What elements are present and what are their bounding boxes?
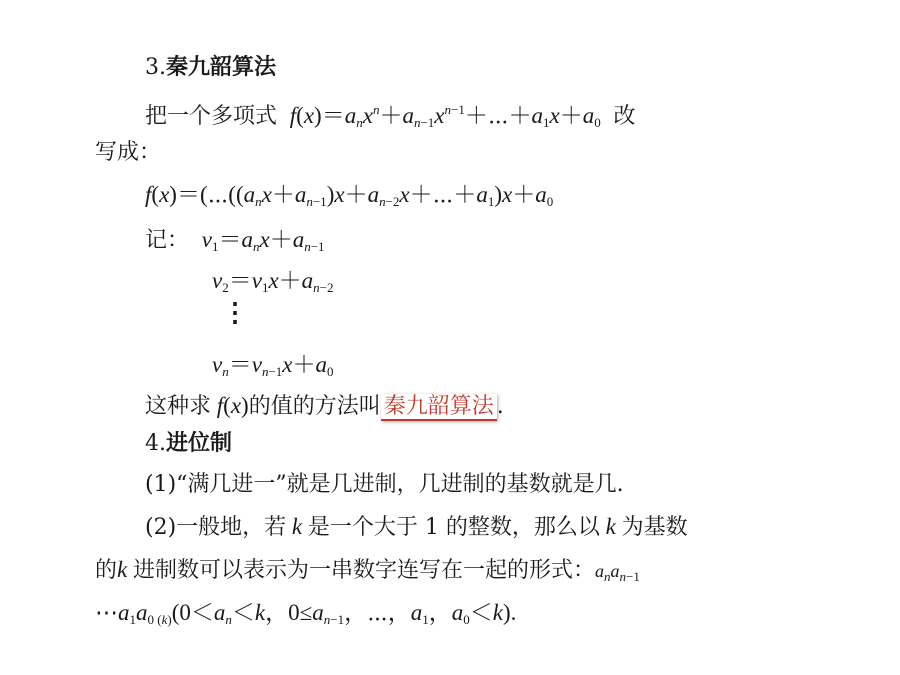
item2-a: (2)一般地，若	[145, 515, 287, 540]
section3-title: 秦九韶算法	[166, 54, 277, 80]
v1-formula: $v_1=a_nx+a_{n-1}$	[201, 227, 325, 254]
vn-formula: $v_n=v_{n-1}x+a_0$	[212, 352, 334, 379]
digit-string: $a_na_{n-1}$	[595, 561, 640, 584]
item2-c: 为基数	[621, 515, 688, 540]
answer-box: 秦九韶算法	[381, 394, 497, 421]
item2-b: 是一个大于 1 的整数，那么以	[307, 515, 600, 540]
conclusion-end: .	[496, 394, 504, 419]
conclusion-line	[145, 391, 504, 422]
intro-end: 改	[613, 104, 636, 129]
intro-start: 把一个多项式	[145, 104, 278, 129]
section4-title: 进位制	[166, 430, 233, 456]
conclusion-start: 这种求	[145, 394, 212, 419]
polynomial-formula: $f(x)=a_nx^n+a_{n-1}x^{n-1}+\cdots+a_1x+a_0$	[289, 102, 601, 130]
item2-d: 的	[95, 558, 118, 583]
base-k-notation: $\cdots a_1a_{0 (k)}(0<a_n<k$，$0\le a_{n-1}$，⋯，$a_1$，$a_0<k$).	[95, 600, 517, 627]
section4-number: 4.	[145, 431, 166, 456]
item2-line2	[95, 555, 640, 592]
item2-e: 进制数可以表示为一串数字连写在一起的形式：	[132, 558, 595, 583]
item1-text: (1)“满几进一”就是几进制，几进制的基数就是几.	[145, 472, 624, 497]
k-symbol: k	[117, 557, 133, 582]
k-symbol: k	[286, 514, 308, 539]
conclusion-mid: 的值的方法叫	[248, 394, 381, 419]
section4-heading	[145, 428, 232, 459]
vertical-ellipsis: ⋮	[222, 298, 248, 328]
polynomial-line	[145, 95, 636, 138]
record-line-v1	[145, 225, 325, 262]
fx-symbol: f(x)	[216, 393, 249, 418]
v2-formula: $v_2=v_1x+a_{n-2}$	[212, 268, 334, 295]
section3-number: 3.	[145, 55, 166, 80]
k-symbol: k	[599, 514, 622, 539]
nested-formula: $f(x)=(\cdots((a_nx+a_{n-1})x+a_{n-2}x+\cdots+a_1)x+a_0$	[145, 182, 554, 209]
record-label: 记：	[145, 228, 190, 253]
intro-continuation: 写成：	[95, 140, 162, 165]
section3-heading	[145, 52, 276, 83]
item2-line1	[145, 512, 688, 543]
